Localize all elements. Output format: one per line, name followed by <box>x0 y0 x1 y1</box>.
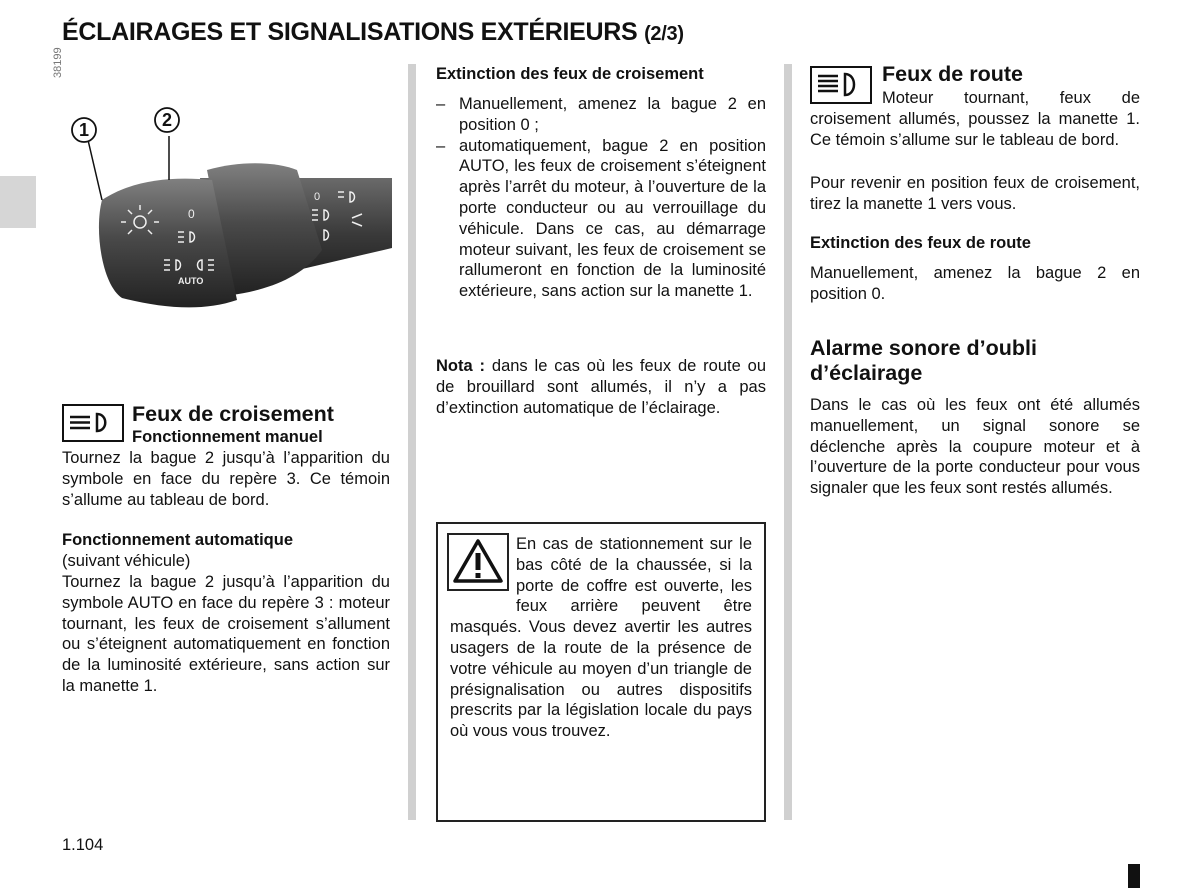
callout-2: 2 <box>161 110 173 130</box>
warning-text-content: En cas de stationnement sur le bas côté de la chaussée, si la porte de coffre est ouverte, les feux arrière peuvent être masqués. Vous devez avertir les autres usagers de la route de la présence de votre véhicule au moyen d’un triangle de présignalisation ou autres dispositifs prescrits par la législation locale du pays où vous vous trouvez. <box>450 535 752 741</box>
figure-code: 38199 <box>52 47 64 78</box>
high-beam-intro-text: Moteur tournant, feux de croisement allumés, poussez la manette 1. Ce témoin s’allume sur le tableau de bord. <box>810 89 1140 149</box>
nota-text: dans le cas où les feux de route ou de brouillard sont allumés, il n’y a pas d’extinction automatique de l’éclairage. <box>436 357 766 417</box>
column-divider-1 <box>408 64 416 820</box>
title-part: (2/3) <box>644 23 684 45</box>
low-beam-off-list <box>436 94 766 302</box>
section-heading-high-beam: Feux de route <box>882 62 1023 86</box>
auto-note: (suivant véhicule) <box>62 552 191 570</box>
page-title <box>62 18 684 47</box>
manual-text: Tournez la bague 2 jusqu’à l’apparition du symbole en face du repère 3. Ce témoin s’allume au tableau de bord. <box>62 449 390 509</box>
list-item: – Manuellement, amenez la bague 2 en position 0 ; <box>436 94 766 136</box>
callout-1: 1 <box>78 120 90 140</box>
auto-label: AUTO <box>178 276 204 286</box>
high-beam-intro <box>810 88 1140 150</box>
subheading-manual: Fonctionnement manuel <box>132 428 323 446</box>
page-number: 1.104 <box>62 836 104 854</box>
subheading-auto: Fonctionnement automatique <box>62 531 293 549</box>
section-heading-low-beam: Feux de croisement <box>132 402 334 426</box>
section-tab <box>0 176 36 228</box>
auto-text: Tournez la bague 2 jusqu’à l’apparition du symbole AUTO en face du repère 3 : moteur tournant, les feux de croisement s’allument ou s’éteignent automatiquement en fonction de la luminosité extérieure, sans action sur la manette 1. <box>62 573 390 695</box>
title-main: ÉCLAIRAGES ET SIGNALISATIONS EXTÉRIEURS <box>62 18 638 46</box>
section-heading-alarm: Alarme sonore d’oubli d’éclairage <box>810 336 1037 385</box>
column-divider-2 <box>784 64 792 820</box>
light-stalk-illustration <box>62 100 392 380</box>
ring-zero-label: 0 <box>188 207 195 221</box>
high-beam-return: Pour revenir en position feux de croisement, tirez la manette 1 vers vous. <box>810 174 1140 213</box>
high-beam-off-text: Manuellement, amenez la bague 2 en position 0. <box>810 264 1140 303</box>
subheading-low-beam-off: Extinction des feux de croisement <box>436 65 704 83</box>
list-item: – automatiquement, bague 2 en position AUTO, les feux de croisement s’éteignent après l’arrêt du moteur, à l’ouverture de la porte conducteur ou au verrouillage du véhicule. Dans ce cas, au démarrage moteur suivant, les feux de croisement se rallumeront en fonction de la luminosité extérieure, sans action sur la manette 1. <box>436 136 766 302</box>
low-beam-icon <box>62 404 124 442</box>
subheading-high-beam-off: Extinction des feux de route <box>810 234 1031 252</box>
nota-paragraph <box>436 356 766 418</box>
thumb-index-mark <box>1128 864 1140 888</box>
ring-zero-label-2: 0 <box>314 191 321 203</box>
nota-label: Nota : <box>436 357 486 375</box>
warning-text <box>450 534 752 742</box>
alarm-text: Dans le cas où les feux ont été allumés manuellement, un signal sonore se déclenche après la coupure moteur et à l’ouverture de la porte conducteur pour vous signaler que les feux sont restés allumés. <box>810 396 1140 498</box>
